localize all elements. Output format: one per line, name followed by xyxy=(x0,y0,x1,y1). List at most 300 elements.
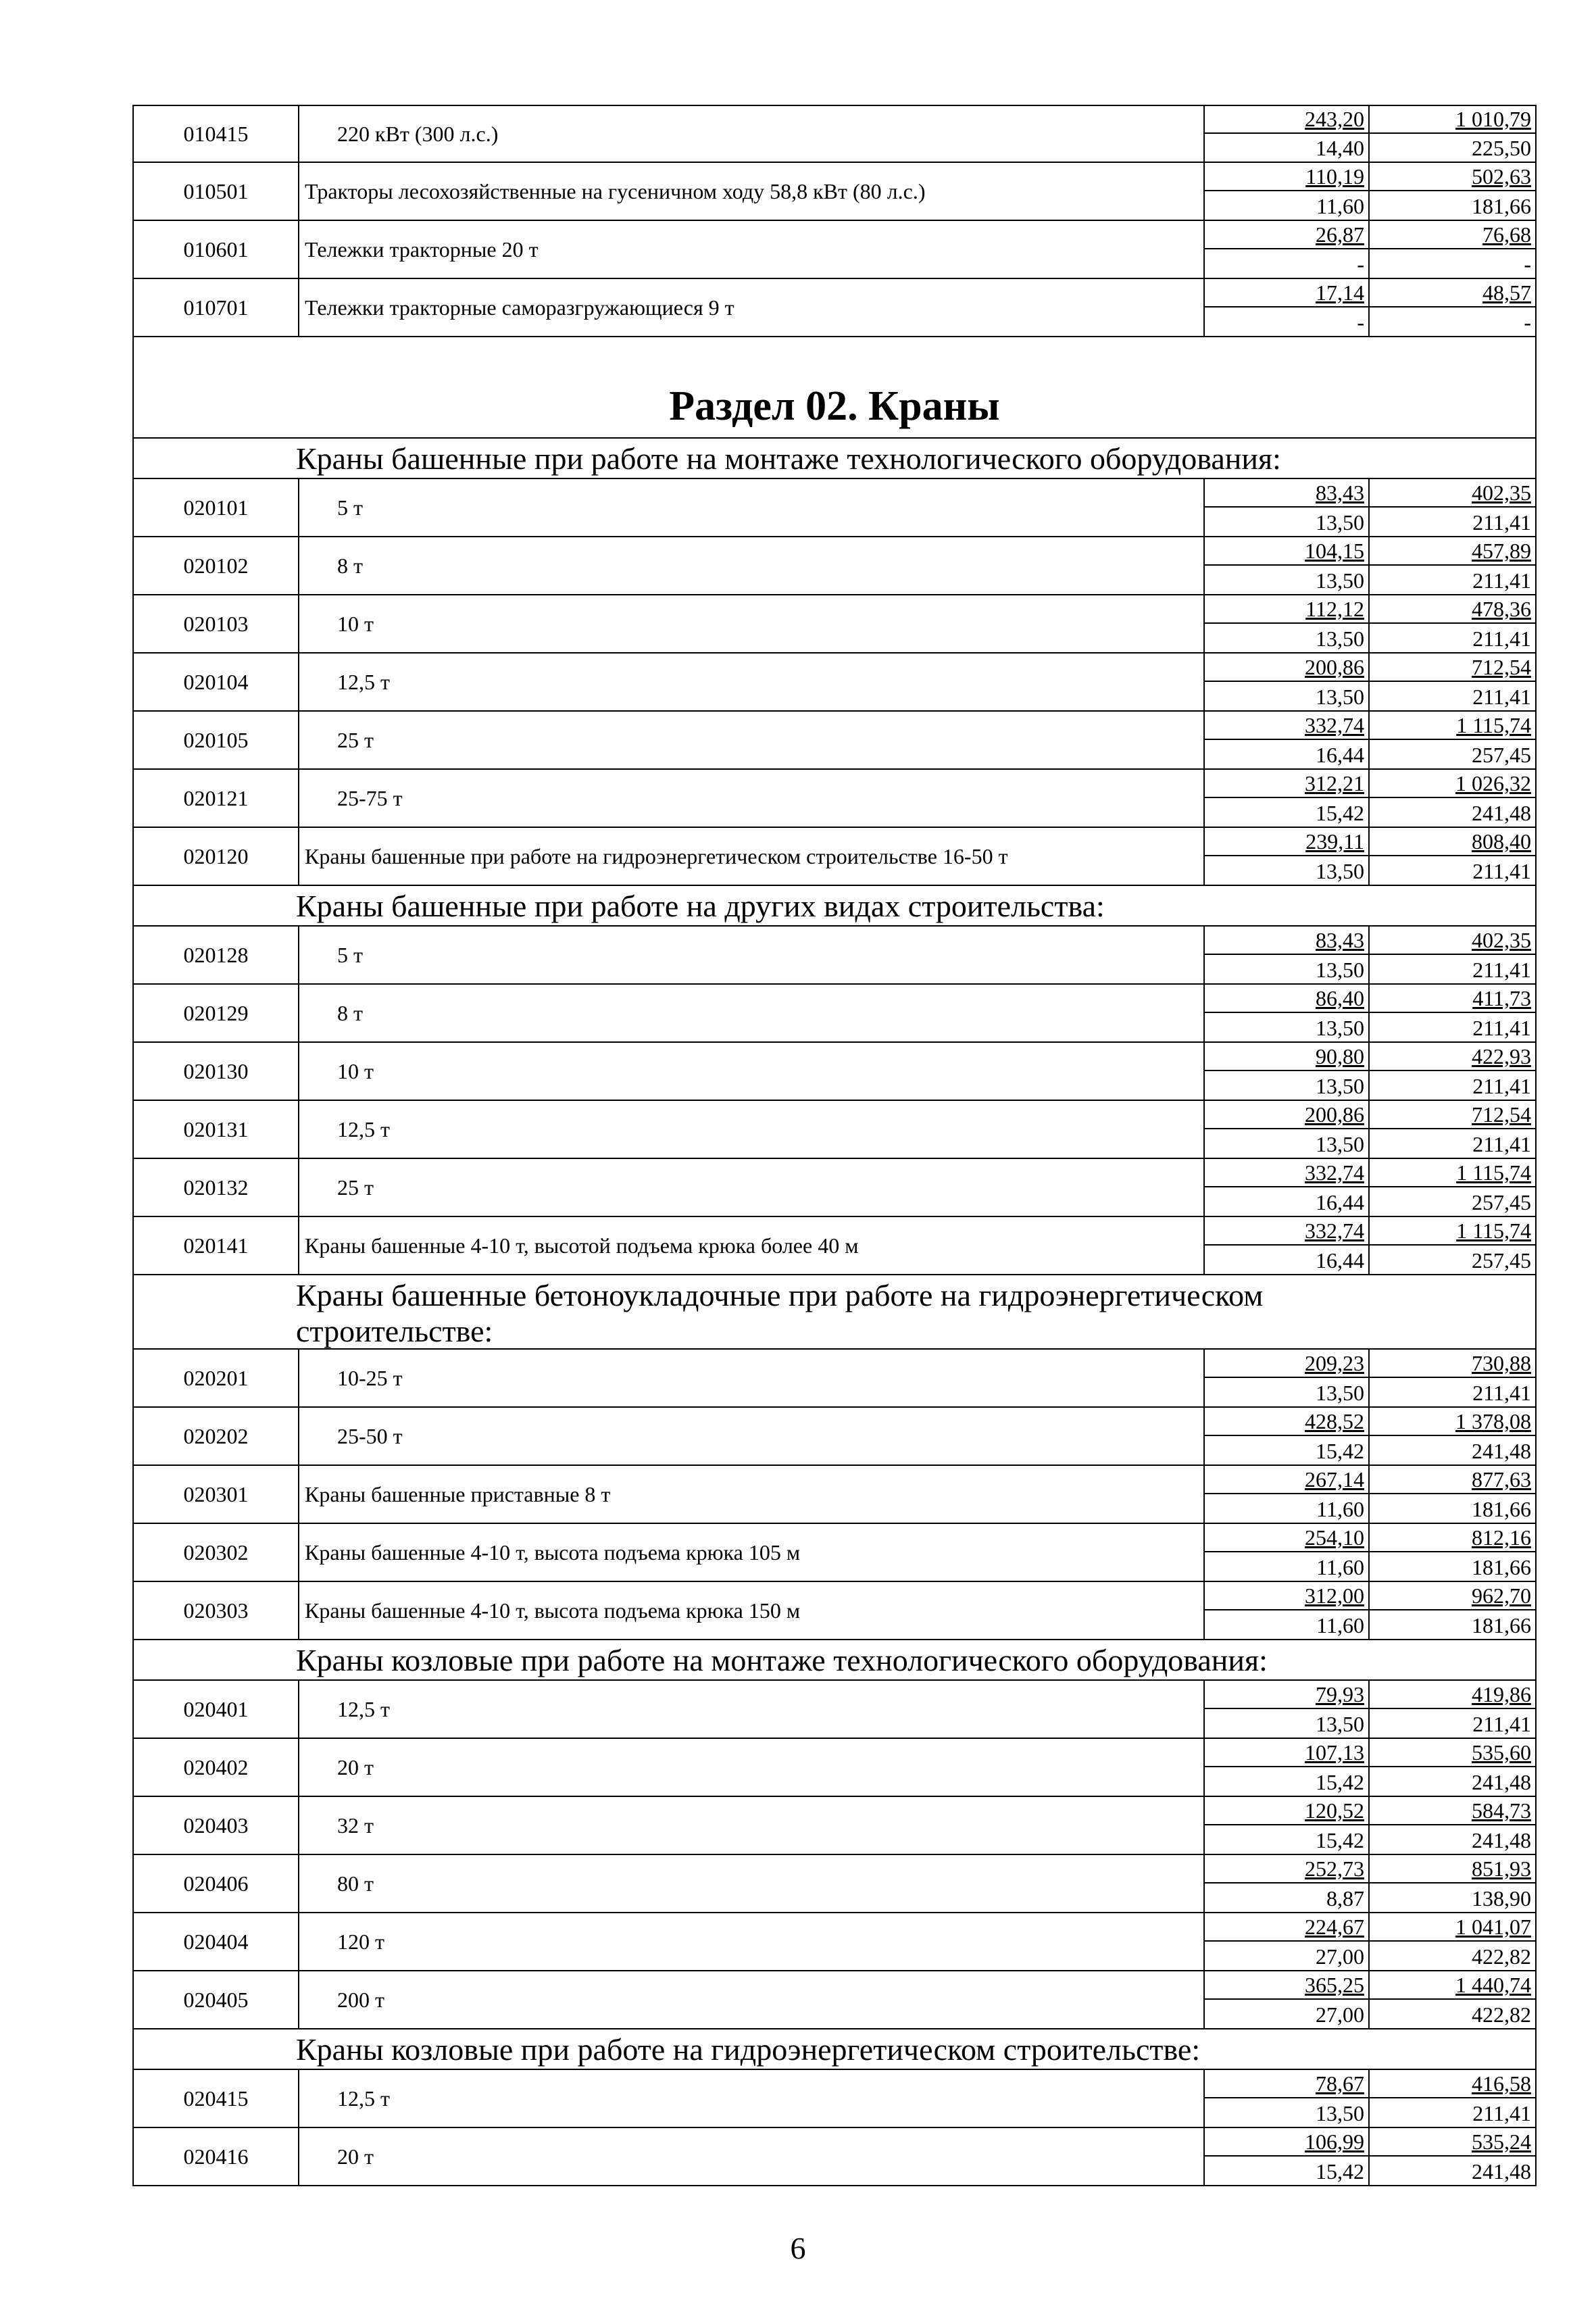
price-column-2 xyxy=(1370,1408,1535,1464)
item-code: 020103 xyxy=(134,595,299,652)
item-name: 200 т xyxy=(299,1971,1205,2028)
price-column-1 xyxy=(1205,927,1370,983)
price-2-bottom: 138,90 xyxy=(1472,1886,1531,1911)
price-column-1 xyxy=(1205,106,1370,162)
price-column-2 xyxy=(1370,1797,1535,1854)
item-code: 020401 xyxy=(134,1681,299,1738)
price-column-1 xyxy=(1205,1524,1370,1581)
price-1-top-value: 83,43 xyxy=(1316,928,1364,953)
price-2-top-value: 535,24 xyxy=(1472,2130,1531,2155)
price-2-top xyxy=(1370,221,1535,249)
item-name: 5 т xyxy=(299,927,1205,983)
price-1-top-value: 120,52 xyxy=(1305,1798,1364,1823)
item-code: 010701 xyxy=(134,279,299,336)
item-name: 12,5 т xyxy=(299,1101,1205,1158)
price-1-top xyxy=(1205,1971,1368,2000)
price-2-top-value: 1 010,79 xyxy=(1455,107,1531,132)
price-2-top xyxy=(1370,479,1535,508)
price-1-bottom: 13,50 xyxy=(1316,1381,1364,1405)
table-row xyxy=(132,1855,1537,1913)
price-2-bottom: 181,66 xyxy=(1472,194,1531,218)
price-2-top xyxy=(1370,1159,1535,1187)
price-1-top xyxy=(1205,828,1368,856)
table-row xyxy=(132,1913,1537,1971)
price-2-top xyxy=(1370,163,1535,191)
table-row xyxy=(132,1408,1537,1466)
price-2-top xyxy=(1370,1797,1535,1825)
price-1-top-value: 332,74 xyxy=(1305,1218,1364,1244)
price-1-top xyxy=(1205,1408,1368,1436)
table-row xyxy=(132,2128,1537,2186)
table-row xyxy=(132,828,1537,886)
item-code: 020105 xyxy=(134,712,299,768)
group-heading: Краны башенные при работе на других видах строительства: xyxy=(132,886,1537,927)
price-2-top xyxy=(1370,1913,1535,1942)
price-column-2 xyxy=(1370,1466,1535,1523)
item-code: 020406 xyxy=(134,1855,299,1912)
item-code: 020402 xyxy=(134,1739,299,1796)
item-code: 020141 xyxy=(134,1217,299,1274)
price-2-top-value: 416,58 xyxy=(1472,2071,1531,2096)
price-column-1 xyxy=(1205,828,1370,885)
price-column-2 xyxy=(1370,2070,1535,2127)
price-2-top-value: 76,68 xyxy=(1482,222,1531,247)
table-row xyxy=(132,1681,1537,1739)
price-column-1 xyxy=(1205,221,1370,278)
table-row xyxy=(132,1101,1537,1159)
price-1-top xyxy=(1205,106,1368,134)
price-1-top-value: 26,87 xyxy=(1316,222,1364,247)
price-1-top-value: 332,74 xyxy=(1305,713,1364,738)
item-code: 010415 xyxy=(134,106,299,162)
price-column-1 xyxy=(1205,279,1370,336)
price-1-top xyxy=(1205,595,1368,624)
price-2-top-value: 1 041,07 xyxy=(1455,1915,1531,1940)
price-1-top-value: 112,12 xyxy=(1305,597,1364,622)
price-column-1 xyxy=(1205,1797,1370,1854)
price-1-bottom: 13,50 xyxy=(1316,685,1364,709)
price-2-bottom: 211,41 xyxy=(1472,1074,1531,1098)
price-column-2 xyxy=(1370,163,1535,220)
price-1-bottom: 16,44 xyxy=(1316,1190,1364,1214)
item-name: 10-25 т xyxy=(299,1350,1205,1406)
price-1-top-value: 106,99 xyxy=(1305,2130,1364,2155)
price-2-top xyxy=(1370,985,1535,1013)
price-column-2 xyxy=(1370,1159,1535,1216)
price-column-1 xyxy=(1205,1582,1370,1639)
price-1-top xyxy=(1205,1913,1368,1942)
price-2-top-value: 962,70 xyxy=(1472,1583,1531,1608)
price-column-2 xyxy=(1370,1101,1535,1158)
price-2-top xyxy=(1370,654,1535,682)
price-2-bottom: 211,41 xyxy=(1472,1712,1531,1736)
price-1-bottom: 14,40 xyxy=(1316,136,1364,160)
table-row xyxy=(132,1971,1537,2029)
item-code: 020102 xyxy=(134,537,299,594)
price-2-top xyxy=(1370,279,1535,307)
price-2-top-value: 712,54 xyxy=(1472,655,1531,680)
table-row xyxy=(132,537,1537,595)
price-1-bottom: 11,60 xyxy=(1316,194,1364,218)
price-2-top xyxy=(1370,1217,1535,1246)
price-table xyxy=(132,105,1537,2186)
price-1-top xyxy=(1205,1159,1368,1187)
price-1-bottom: 11,60 xyxy=(1316,1497,1364,1521)
price-1-bottom: 13,50 xyxy=(1316,958,1364,982)
table-row xyxy=(132,1739,1537,1797)
price-2-top-value: 1 115,74 xyxy=(1456,1218,1531,1244)
price-column-1 xyxy=(1205,1043,1370,1100)
price-1-top-value: 332,74 xyxy=(1305,1160,1364,1185)
price-1-top-value: 312,00 xyxy=(1305,1583,1364,1608)
price-2-top-value: 502,63 xyxy=(1472,164,1531,189)
item-code: 020201 xyxy=(134,1350,299,1406)
price-2-bottom: 211,41 xyxy=(1472,568,1531,593)
item-name: 8 т xyxy=(299,537,1205,594)
price-1-top-value: 78,67 xyxy=(1316,2071,1364,2096)
price-column-2 xyxy=(1370,1971,1535,2028)
price-1-top-value: 107,13 xyxy=(1305,1740,1364,1765)
price-1-top-value: 239,11 xyxy=(1305,829,1364,854)
item-code: 020404 xyxy=(134,1913,299,1970)
table-row xyxy=(132,1159,1537,1217)
price-column-1 xyxy=(1205,1971,1370,2028)
item-code: 020121 xyxy=(134,770,299,827)
table-row xyxy=(132,654,1537,712)
price-2-top-value: 730,88 xyxy=(1472,1351,1531,1376)
table-row xyxy=(132,595,1537,654)
price-1-top xyxy=(1205,1855,1368,1884)
price-1-bottom: 13,50 xyxy=(1316,1074,1364,1098)
item-name: 10 т xyxy=(299,595,1205,652)
price-2-top-value: 584,73 xyxy=(1472,1798,1531,1823)
price-2-bottom: 257,45 xyxy=(1472,1248,1531,1273)
table-row xyxy=(132,163,1537,221)
price-1-bottom: 13,50 xyxy=(1316,1712,1364,1736)
table-row xyxy=(132,1466,1537,1524)
item-code: 020130 xyxy=(134,1043,299,1100)
item-name: 5 т xyxy=(299,479,1205,536)
price-1-bottom: 13,50 xyxy=(1316,626,1364,651)
item-name: 80 т xyxy=(299,1855,1205,1912)
table-row xyxy=(132,927,1537,985)
table-row xyxy=(132,1582,1537,1640)
price-column-1 xyxy=(1205,1855,1370,1912)
group-heading: Краны башенные бетоноукладочные при работе на гидроэнергетическом строительстве: xyxy=(132,1275,1537,1350)
item-name: 220 кВт (300 л.с.) xyxy=(299,106,1205,162)
item-name: 25 т xyxy=(299,712,1205,768)
price-column-1 xyxy=(1205,2070,1370,2127)
item-code: 020104 xyxy=(134,654,299,710)
item-name: Тележки тракторные саморазгружающиеся 9 т xyxy=(299,279,1205,336)
price-2-top xyxy=(1370,1855,1535,1884)
price-2-top xyxy=(1370,1582,1535,1610)
item-name: Тракторы лесохозяйственные на гусеничном ходу 58,8 кВт (80 л.с.) xyxy=(299,163,1205,220)
price-1-top xyxy=(1205,1739,1368,1767)
price-column-2 xyxy=(1370,654,1535,710)
price-1-top-value: 17,14 xyxy=(1316,280,1364,305)
table-row xyxy=(132,1797,1537,1855)
price-1-top-value: 243,20 xyxy=(1305,107,1364,132)
price-2-top xyxy=(1370,1466,1535,1494)
item-code: 020101 xyxy=(134,479,299,536)
price-2-top xyxy=(1370,927,1535,955)
price-1-bottom: 27,00 xyxy=(1316,2002,1364,2027)
price-column-2 xyxy=(1370,1043,1535,1100)
price-1-top xyxy=(1205,1350,1368,1378)
price-column-2 xyxy=(1370,1350,1535,1406)
item-name: 12,5 т xyxy=(299,1681,1205,1738)
price-1-top xyxy=(1205,1466,1368,1494)
item-code: 020202 xyxy=(134,1408,299,1464)
price-2-top-value: 422,93 xyxy=(1472,1044,1531,1069)
price-2-top xyxy=(1370,1524,1535,1552)
price-1-top-value: 254,10 xyxy=(1305,1525,1364,1550)
price-2-top xyxy=(1370,2070,1535,2098)
price-2-bottom: 211,41 xyxy=(1472,626,1531,651)
price-column-1 xyxy=(1205,1217,1370,1274)
table-row xyxy=(132,2070,1537,2128)
item-code: 020405 xyxy=(134,1971,299,2028)
item-name: 25-50 т xyxy=(299,1408,1205,1464)
price-column-1 xyxy=(1205,1350,1370,1406)
price-2-bottom: 211,41 xyxy=(1472,1016,1531,1040)
price-1-top xyxy=(1205,770,1368,798)
price-1-bottom: 15,42 xyxy=(1316,1770,1364,1794)
price-1-bottom: 13,50 xyxy=(1316,510,1364,535)
price-column-1 xyxy=(1205,1466,1370,1523)
price-2-bottom: 211,41 xyxy=(1472,1132,1531,1156)
item-name: 20 т xyxy=(299,2128,1205,2185)
price-column-2 xyxy=(1370,712,1535,768)
price-column-1 xyxy=(1205,654,1370,710)
price-1-bottom: 8,87 xyxy=(1326,1886,1364,1911)
price-1-bottom: 13,50 xyxy=(1316,568,1364,593)
price-2-top xyxy=(1370,1408,1535,1436)
price-column-1 xyxy=(1205,2128,1370,2185)
price-2-bottom: 241,48 xyxy=(1472,801,1531,825)
price-1-top-value: 267,14 xyxy=(1305,1467,1364,1492)
item-name: 20 т xyxy=(299,1739,1205,1796)
price-2-top xyxy=(1370,770,1535,798)
price-2-top-value: 1 440,74 xyxy=(1455,1973,1531,1998)
item-name: Краны башенные приставные 8 т xyxy=(299,1466,1205,1523)
price-column-2 xyxy=(1370,106,1535,162)
item-code: 020129 xyxy=(134,985,299,1041)
price-1-top xyxy=(1205,1681,1368,1709)
price-2-bottom: 241,48 xyxy=(1472,1439,1531,1463)
price-2-bottom: 241,48 xyxy=(1472,2159,1531,2184)
item-code: 020303 xyxy=(134,1582,299,1639)
price-2-top-value: 419,86 xyxy=(1472,1682,1531,1707)
item-name: Краны башенные 4-10 т, высота подъема крюка 150 м xyxy=(299,1582,1205,1639)
price-column-2 xyxy=(1370,537,1535,594)
price-1-top xyxy=(1205,712,1368,740)
price-2-top-value: 877,63 xyxy=(1472,1467,1531,1492)
table-row xyxy=(132,479,1537,537)
price-column-1 xyxy=(1205,712,1370,768)
price-column-1 xyxy=(1205,1913,1370,1970)
item-code: 020128 xyxy=(134,927,299,983)
price-2-bottom: 211,41 xyxy=(1472,2101,1531,2125)
price-2-top-value: 808,40 xyxy=(1472,829,1531,854)
table-row xyxy=(132,770,1537,828)
price-2-top-value: 457,89 xyxy=(1472,539,1531,564)
price-2-bottom: 241,48 xyxy=(1472,1770,1531,1794)
item-code: 020120 xyxy=(134,828,299,885)
price-2-bottom: 211,41 xyxy=(1472,958,1531,982)
price-1-top-value: 209,23 xyxy=(1305,1351,1364,1376)
item-code: 020301 xyxy=(134,1466,299,1523)
item-name: 32 т xyxy=(299,1797,1205,1854)
price-1-top xyxy=(1205,1524,1368,1552)
price-2-bottom: 211,41 xyxy=(1472,859,1531,883)
price-1-bottom: 13,50 xyxy=(1316,859,1364,883)
price-1-top xyxy=(1205,1582,1368,1610)
price-column-1 xyxy=(1205,1159,1370,1216)
section-title: Раздел 02. Краны xyxy=(669,383,1000,429)
price-column-1 xyxy=(1205,595,1370,652)
price-1-top xyxy=(1205,537,1368,566)
price-1-bottom: 16,44 xyxy=(1316,1248,1364,1273)
price-1-bottom: - xyxy=(1357,310,1364,335)
price-column-2 xyxy=(1370,279,1535,336)
price-1-bottom: 27,00 xyxy=(1316,1944,1364,1969)
price-column-2 xyxy=(1370,221,1535,278)
price-1-bottom: 15,42 xyxy=(1316,2159,1364,2184)
table-row xyxy=(132,712,1537,770)
item-code: 020302 xyxy=(134,1524,299,1581)
price-column-2 xyxy=(1370,1681,1535,1738)
price-1-top xyxy=(1205,479,1368,508)
price-column-1 xyxy=(1205,1408,1370,1464)
price-1-top xyxy=(1205,1101,1368,1129)
item-name: Краны башенные 4-10 т, высота подъема крюка 105 м xyxy=(299,1524,1205,1581)
price-column-2 xyxy=(1370,1582,1535,1639)
price-1-top xyxy=(1205,1797,1368,1825)
price-1-top xyxy=(1205,221,1368,249)
price-1-top-value: 104,15 xyxy=(1305,539,1364,564)
price-1-top xyxy=(1205,2070,1368,2098)
price-2-bottom: - xyxy=(1524,252,1531,276)
price-1-top xyxy=(1205,2128,1368,2157)
item-name: 25-75 т xyxy=(299,770,1205,827)
table-row xyxy=(132,1350,1537,1408)
price-column-1 xyxy=(1205,770,1370,827)
price-1-top xyxy=(1205,1043,1368,1071)
item-name: 120 т xyxy=(299,1913,1205,1970)
price-2-bottom: 181,66 xyxy=(1472,1555,1531,1579)
price-1-top-value: 312,21 xyxy=(1305,771,1364,796)
price-2-bottom: 422,82 xyxy=(1472,1944,1531,1969)
item-code: 020403 xyxy=(134,1797,299,1854)
price-2-top xyxy=(1370,106,1535,134)
group-heading: Краны козловые при работе на монтаже технологического оборудования: xyxy=(132,1640,1537,1681)
price-1-bottom: 11,60 xyxy=(1316,1555,1364,1579)
price-1-bottom: 15,42 xyxy=(1316,801,1364,825)
item-name: 25 т xyxy=(299,1159,1205,1216)
price-2-top-value: 712,54 xyxy=(1472,1102,1531,1127)
price-2-top-value: 478,36 xyxy=(1472,597,1531,622)
price-2-top-value: 851,93 xyxy=(1472,1856,1531,1881)
price-2-top xyxy=(1370,595,1535,624)
table-row xyxy=(132,279,1537,337)
price-1-bottom: 15,42 xyxy=(1316,1439,1364,1463)
price-2-top-value: 1 115,74 xyxy=(1456,1160,1531,1185)
price-1-top-value: 365,25 xyxy=(1305,1973,1364,1998)
price-2-bottom: 211,41 xyxy=(1472,1381,1531,1405)
item-code: 020415 xyxy=(134,2070,299,2127)
price-2-top xyxy=(1370,828,1535,856)
price-2-bottom: 422,82 xyxy=(1472,2002,1531,2027)
price-2-bottom: 241,48 xyxy=(1472,1828,1531,1852)
price-column-1 xyxy=(1205,1681,1370,1738)
price-column-2 xyxy=(1370,828,1535,885)
price-2-top xyxy=(1370,712,1535,740)
item-name: 12,5 т xyxy=(299,654,1205,710)
price-column-2 xyxy=(1370,985,1535,1041)
price-2-bottom: 257,45 xyxy=(1472,743,1531,767)
price-1-top-value: 200,86 xyxy=(1305,1102,1364,1127)
item-name: Краны башенные 4-10 т, высотой подъема крюка более 40 м xyxy=(299,1217,1205,1274)
price-column-1 xyxy=(1205,163,1370,220)
price-2-top xyxy=(1370,537,1535,566)
price-column-2 xyxy=(1370,1913,1535,1970)
table-row xyxy=(132,105,1537,163)
price-1-bottom: 15,42 xyxy=(1316,1828,1364,1852)
price-2-bottom: - xyxy=(1524,310,1531,335)
price-2-top xyxy=(1370,1681,1535,1709)
price-2-bottom: 181,66 xyxy=(1472,1613,1531,1638)
item-code: 020131 xyxy=(134,1101,299,1158)
item-name: Тележки тракторные 20 т xyxy=(299,221,1205,278)
price-1-top-value: 200,86 xyxy=(1305,655,1364,680)
group-heading: Краны козловые при работе на гидроэнергетическом строительстве: xyxy=(132,2029,1537,2070)
price-2-bottom: 211,41 xyxy=(1472,510,1531,535)
price-1-top-value: 224,67 xyxy=(1305,1915,1364,1940)
price-column-1 xyxy=(1205,479,1370,536)
price-1-top-value: 83,43 xyxy=(1316,481,1364,506)
section-header-row xyxy=(132,337,1537,439)
item-name: Краны башенные при работе на гидроэнергетическом строительстве 16-50 т xyxy=(299,828,1205,885)
price-column-1 xyxy=(1205,1739,1370,1796)
page-number: 6 xyxy=(790,2231,806,2265)
price-2-top xyxy=(1370,1101,1535,1129)
price-1-top xyxy=(1205,985,1368,1013)
table-row xyxy=(132,1217,1537,1275)
price-2-bottom: 181,66 xyxy=(1472,1497,1531,1521)
price-1-top-value: 252,73 xyxy=(1305,1856,1364,1881)
price-column-1 xyxy=(1205,985,1370,1041)
price-2-top-value: 1 026,32 xyxy=(1455,771,1531,796)
item-code: 020416 xyxy=(134,2128,299,2185)
price-2-top-value: 535,60 xyxy=(1472,1740,1531,1765)
price-2-bottom: 225,50 xyxy=(1472,136,1531,160)
group-heading: Краны башенные при работе на монтаже технологического оборудования: xyxy=(132,439,1537,479)
price-2-top-value: 48,57 xyxy=(1482,280,1531,305)
price-2-top-value: 411,73 xyxy=(1472,986,1531,1011)
price-2-top-value: 1 115,74 xyxy=(1456,713,1531,738)
price-column-2 xyxy=(1370,770,1535,827)
price-2-top xyxy=(1370,1350,1535,1378)
price-column-2 xyxy=(1370,2128,1535,2185)
price-column-2 xyxy=(1370,1217,1535,1274)
price-column-1 xyxy=(1205,537,1370,594)
price-1-top-value: 86,40 xyxy=(1316,986,1364,1011)
item-name: 10 т xyxy=(299,1043,1205,1100)
price-1-top xyxy=(1205,927,1368,955)
price-2-bottom: 257,45 xyxy=(1472,1190,1531,1214)
